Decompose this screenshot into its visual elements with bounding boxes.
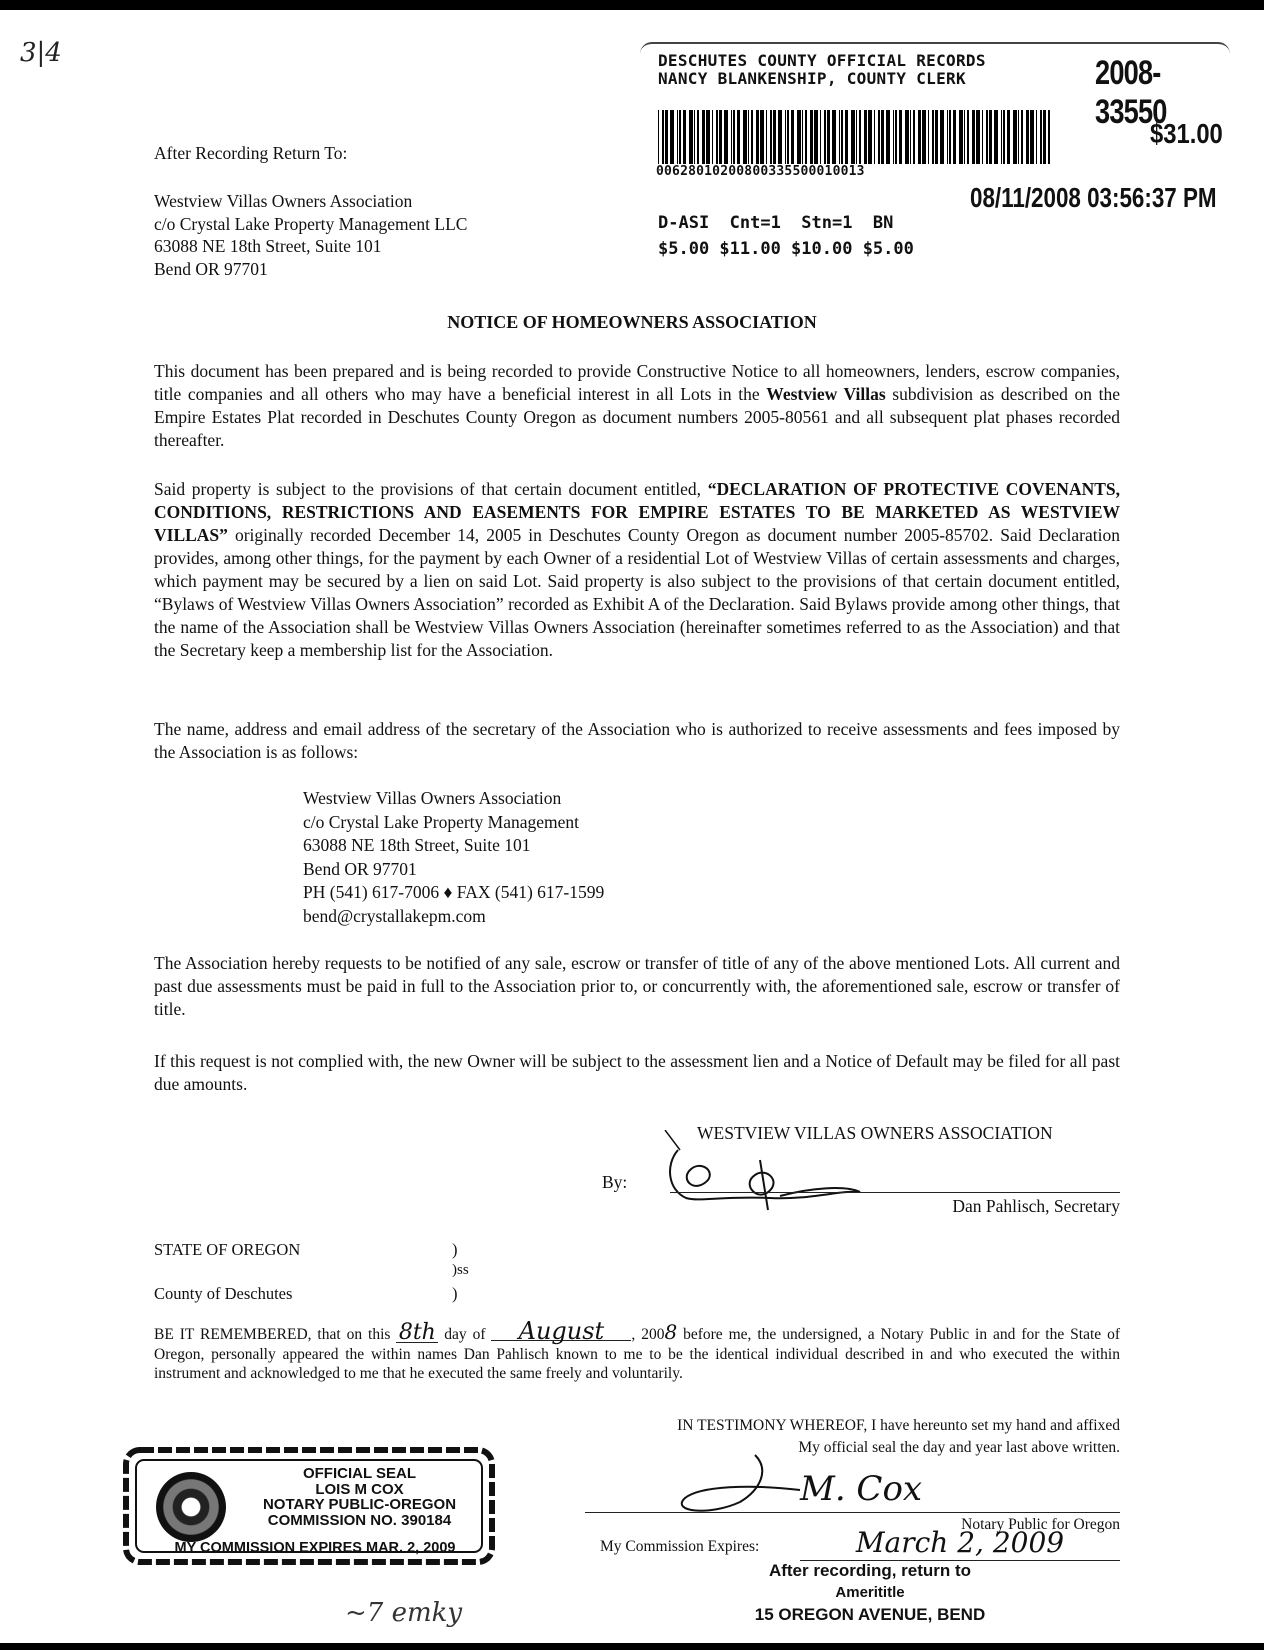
signer-name: Dan Pahlisch, Secretary bbox=[952, 1196, 1120, 1216]
barcode-bar bbox=[716, 110, 718, 164]
barcode-bar bbox=[1026, 110, 1029, 164]
handwritten-year-digit: 8 bbox=[664, 1320, 678, 1344]
testimony-line: My official seal the day and year last above written. bbox=[798, 1439, 1120, 1456]
seal-line: OFFICIAL SEAL bbox=[302, 1465, 417, 1482]
barcode-bar bbox=[922, 110, 926, 164]
barcode-bar bbox=[1003, 110, 1005, 164]
barcode-bar bbox=[712, 110, 713, 164]
barcode-bar bbox=[824, 110, 826, 164]
scan-bottom-border bbox=[0, 1643, 1264, 1650]
barcode-bar bbox=[881, 110, 884, 164]
paragraph-secretary-intro: The name, address and email address of the secretary of the Association who is authorized to receive assessments and fees imposed by the Association is as follows: bbox=[154, 719, 1120, 762]
address-line: 63088 NE 18th Street, Suite 101 bbox=[303, 835, 531, 855]
secretary-address bbox=[303, 787, 604, 928]
barcode-bar bbox=[679, 110, 681, 164]
barcode-bar bbox=[694, 110, 695, 164]
barcode-bar bbox=[743, 110, 747, 164]
barcode-bar bbox=[913, 110, 915, 164]
barcode-bar bbox=[886, 110, 890, 164]
barcode-bar bbox=[827, 110, 830, 164]
acknowledgment-paragraph bbox=[154, 1317, 1120, 1384]
barcode-bar bbox=[947, 110, 948, 164]
barcode-bar bbox=[928, 110, 929, 164]
notary-signature-line bbox=[585, 1512, 1120, 1513]
barcode-bar bbox=[845, 110, 848, 164]
barcode-bar bbox=[868, 110, 872, 164]
seal-text bbox=[237, 1466, 482, 1528]
barcode-bar bbox=[972, 110, 975, 164]
recorded-timestamp: 08/11/2008 03:56:37 PM bbox=[970, 182, 1217, 213]
barcode-bar bbox=[893, 110, 894, 164]
commission-expires-label: My Commission Expires: bbox=[600, 1538, 760, 1555]
barcode-bar bbox=[899, 110, 902, 164]
barcode-bar bbox=[864, 110, 867, 164]
notary-seal bbox=[122, 1446, 496, 1566]
barcode-bar bbox=[935, 110, 938, 164]
barcode-bar bbox=[697, 110, 699, 164]
text-run: BE IT REMEMBERED, that on this bbox=[154, 1326, 397, 1343]
seal-line: NOTARY PUBLIC-OREGON bbox=[262, 1496, 457, 1513]
venue-state: STATE OF OREGON bbox=[154, 1240, 301, 1259]
document-title: NOTICE OF HOMEOWNERS ASSOCIATION bbox=[447, 312, 817, 332]
handwritten-month: August bbox=[491, 1322, 631, 1341]
return-line: c/o Crystal Lake Property Management LLC bbox=[154, 213, 468, 234]
barcode-bar bbox=[658, 110, 659, 164]
venue-bracket: ) bbox=[452, 1284, 458, 1303]
barcode-bar bbox=[820, 110, 821, 164]
handwritten-margin-note: 3|4 bbox=[20, 38, 62, 68]
record-number: 2008-33550 bbox=[1095, 54, 1167, 131]
recording-stamp-header bbox=[658, 52, 986, 88]
by-label: By: bbox=[602, 1172, 628, 1192]
barcode-number: 00628010200800335500010013 bbox=[656, 164, 865, 179]
barcode-bar bbox=[895, 110, 897, 164]
text-run: , 200 bbox=[631, 1326, 665, 1343]
text-run: before me, the undersigned, a Notary Public in and for the State of Oregon, personally appeared the within names Dan Pahlisch known to me to be the identical individual described in and who executed the within instrument and acknowledged to me that he executed the same freely and voluntarily. bbox=[154, 1326, 1120, 1382]
barcode-bar bbox=[702, 110, 705, 164]
barcode-bar bbox=[787, 110, 789, 164]
return-line: Westview Villas Owners Association bbox=[154, 191, 413, 211]
signature-line bbox=[670, 1192, 1120, 1193]
scan-top-border bbox=[0, 0, 1264, 10]
barcode-bar bbox=[756, 110, 759, 164]
barcode-bar bbox=[949, 110, 951, 164]
barcode-bar bbox=[841, 110, 843, 164]
signature-organization: WESTVIEW VILLAS OWNERS ASSOCIATION bbox=[697, 1123, 1053, 1143]
notary-signature bbox=[660, 1450, 940, 1520]
email-line: bend@crystallakepm.com bbox=[303, 905, 486, 926]
text-run: Said property is subject to the provisions of that certain document entitled, bbox=[154, 479, 708, 499]
barcode-bar bbox=[706, 110, 710, 164]
barcode-bar bbox=[953, 110, 956, 164]
subdivision-name: Westview Villas bbox=[766, 384, 886, 404]
barcode-bar bbox=[1007, 110, 1010, 164]
seal-line: COMMISSION NO. 390184 bbox=[267, 1511, 452, 1529]
stamp-codes: D-ASI Cnt=1 Stn=1 BN bbox=[658, 213, 894, 233]
barcode-bar bbox=[662, 110, 664, 164]
declaration-title: “DECLARATION OF PROTECTIVE COVENANTS, CONDITIONS, RESTRICTIONS AND EASEMENTS FOR EMPIRE ESTATES TO BE MARKETED AS WESTVIEW VILLAS” bbox=[154, 479, 1121, 545]
barcode-bar bbox=[1036, 110, 1037, 164]
barcode-bar bbox=[1040, 110, 1042, 164]
barcode-bar bbox=[1018, 110, 1019, 164]
recording-fee: $31.00 bbox=[1150, 118, 1223, 149]
barcode-bar bbox=[814, 110, 818, 164]
barcode-bar bbox=[677, 110, 678, 164]
barcode-bar bbox=[905, 110, 909, 164]
barcode-bar bbox=[918, 110, 921, 164]
barcode-bar bbox=[1013, 110, 1017, 164]
svg-text:M. Cox: M. Cox bbox=[800, 1469, 923, 1509]
barcode-bar bbox=[773, 110, 776, 164]
barcode-bar bbox=[797, 110, 801, 164]
barcode-bar bbox=[832, 110, 836, 164]
barcode-bar bbox=[1048, 110, 1050, 164]
notary-title: Notary Public for Oregon bbox=[961, 1516, 1120, 1533]
barcode-bar bbox=[982, 110, 983, 164]
text-run: day of bbox=[438, 1326, 492, 1343]
handwritten-initials: ~7 emky bbox=[345, 1598, 463, 1628]
barcode-bar bbox=[760, 110, 764, 164]
text-run: originally recorded December 14, 2005 in Deschutes County Oregon as document number 2005-85702. Said Declaration provides, among other things, for the payment by each Owner of a residential Lot of Westview Villas of certain assessments and charges, which payment may be secured by a lien on said Lot. Said property is also subject to the provisions of that certain document entitled, “Bylaws of Westview Villas Owners Association” recorded as Exhibit A of the Declaration. Said Bylaws provide among other things, that the name of the Association shall be Westview Villas Owners Association (hereinafter sometimes referred to as the Association) and that the Secretary keep a membership list for the Association. bbox=[154, 525, 1120, 660]
barcode-bar bbox=[959, 110, 963, 164]
commission-expires-handwritten: March 2, 2009 bbox=[800, 1526, 1120, 1561]
barcode-bar bbox=[986, 110, 988, 164]
return-to-address bbox=[154, 190, 467, 280]
barcode-bar bbox=[805, 110, 807, 164]
paragraph-default-notice: If this request is not complied with, the new Owner will be subject to the assessment lien and a Notice of Default may be filed for all past due amounts. bbox=[154, 1051, 1120, 1094]
barcode-bar bbox=[733, 110, 735, 164]
barcode-bar bbox=[724, 110, 728, 164]
barcode-bar bbox=[967, 110, 969, 164]
after-recording-company: Amerititle bbox=[835, 1584, 905, 1601]
barcode-bar bbox=[731, 110, 732, 164]
barcode-bar bbox=[940, 110, 944, 164]
venue-bracket: ) bbox=[452, 1240, 458, 1259]
barcode-bar bbox=[976, 110, 980, 164]
phone-fax-line: PH (541) 617-7006 ♦ FAX (541) 617-1599 bbox=[303, 882, 605, 902]
barcode-bar bbox=[689, 110, 693, 164]
barcode-bar bbox=[751, 110, 753, 164]
address-line: c/o Crystal Lake Property Management bbox=[303, 811, 580, 832]
barcode-bar bbox=[810, 110, 813, 164]
barcode-bar bbox=[932, 110, 934, 164]
return-to-label: After Recording Return To: bbox=[154, 143, 348, 163]
barcode-bar bbox=[856, 110, 857, 164]
venue-ss: )ss bbox=[452, 1262, 469, 1278]
stamp-office: DESCHUTES COUNTY OFFICIAL RECORDS bbox=[658, 51, 986, 70]
barcode-bar bbox=[989, 110, 992, 164]
barcode-bar bbox=[839, 110, 840, 164]
barcode-bar bbox=[1030, 110, 1034, 164]
text-run: This document has been prepared and is being recorded to provide Constructive Notice to all homeowners, lenders, escrow companies, title companies and all others who may have a beneficial interest in all Lots in the bbox=[154, 361, 1120, 404]
seal-line: LOIS M COX bbox=[315, 1480, 404, 1498]
barcode-bar bbox=[878, 110, 880, 164]
handwritten-day: 8th bbox=[396, 1324, 438, 1343]
barcode-bar bbox=[719, 110, 722, 164]
paragraph-notification-request: The Association hereby requests to be notified of any sale, escrow or transfer of title of any of the above mentioned Lots. All current and past due assessments must be paid in full to the Association prior to, or concurrently with, the aforementioned sale, escrow or transfer of title. bbox=[154, 953, 1120, 1019]
paragraph-constructive-notice bbox=[154, 360, 1120, 452]
return-line: 63088 NE 18th Street, Suite 101 bbox=[154, 236, 382, 256]
barcode-bar bbox=[737, 110, 740, 164]
barcode bbox=[658, 110, 1050, 164]
barcode-bar bbox=[851, 110, 855, 164]
seal-expiration: MY COMMISSION EXPIRES MAR. 2, 2009 bbox=[174, 1540, 456, 1556]
address-line: Bend OR 97701 bbox=[303, 858, 417, 879]
return-line: Bend OR 97701 bbox=[154, 258, 268, 279]
barcode-bar bbox=[1021, 110, 1023, 164]
barcode-bar bbox=[1043, 110, 1046, 164]
barcode-bar bbox=[665, 110, 668, 164]
after-recording-line: After recording, return to bbox=[768, 1561, 972, 1580]
barcode-bar bbox=[791, 110, 794, 164]
paragraph-declaration bbox=[154, 478, 1120, 662]
after-recording-address: 15 OREGON AVENUE, BEND bbox=[754, 1605, 986, 1624]
text-run: subdivision as described on the Empire Estates Plat recorded in Deschutes County Oregon as document numbers 2005-80561 and all subsequent plat phases recorded thereafter. bbox=[154, 384, 1121, 450]
after-recording-stamp bbox=[740, 1560, 1000, 1626]
barcode-bar bbox=[874, 110, 875, 164]
barcode-bar bbox=[770, 110, 772, 164]
barcode-bar bbox=[778, 110, 782, 164]
barcode-bar bbox=[670, 110, 674, 164]
barcode-bar bbox=[994, 110, 998, 164]
barcode-bar bbox=[785, 110, 786, 164]
barcode-bar bbox=[748, 110, 749, 164]
stamp-clerk: NANCY BLANKENSHIP, COUNTY CLERK bbox=[658, 69, 966, 88]
address-line: Westview Villas Owners Association bbox=[303, 788, 562, 808]
testimony-line: IN TESTIMONY WHEREOF, I have hereunto set my hand and affixed bbox=[677, 1417, 1120, 1434]
state-seal-emblem bbox=[156, 1472, 226, 1542]
barcode-bar bbox=[802, 110, 803, 164]
barcode-bar bbox=[964, 110, 965, 164]
barcode-bar bbox=[766, 110, 767, 164]
venue-county: County of Deschutes bbox=[154, 1284, 293, 1303]
stamp-fees-breakdown: $5.00 $11.00 $10.00 $5.00 bbox=[658, 239, 914, 259]
barcode-bar bbox=[859, 110, 861, 164]
recording-codes bbox=[658, 210, 914, 262]
barcode-bar bbox=[683, 110, 686, 164]
barcode-bar bbox=[1001, 110, 1002, 164]
barcode-bar bbox=[910, 110, 911, 164]
